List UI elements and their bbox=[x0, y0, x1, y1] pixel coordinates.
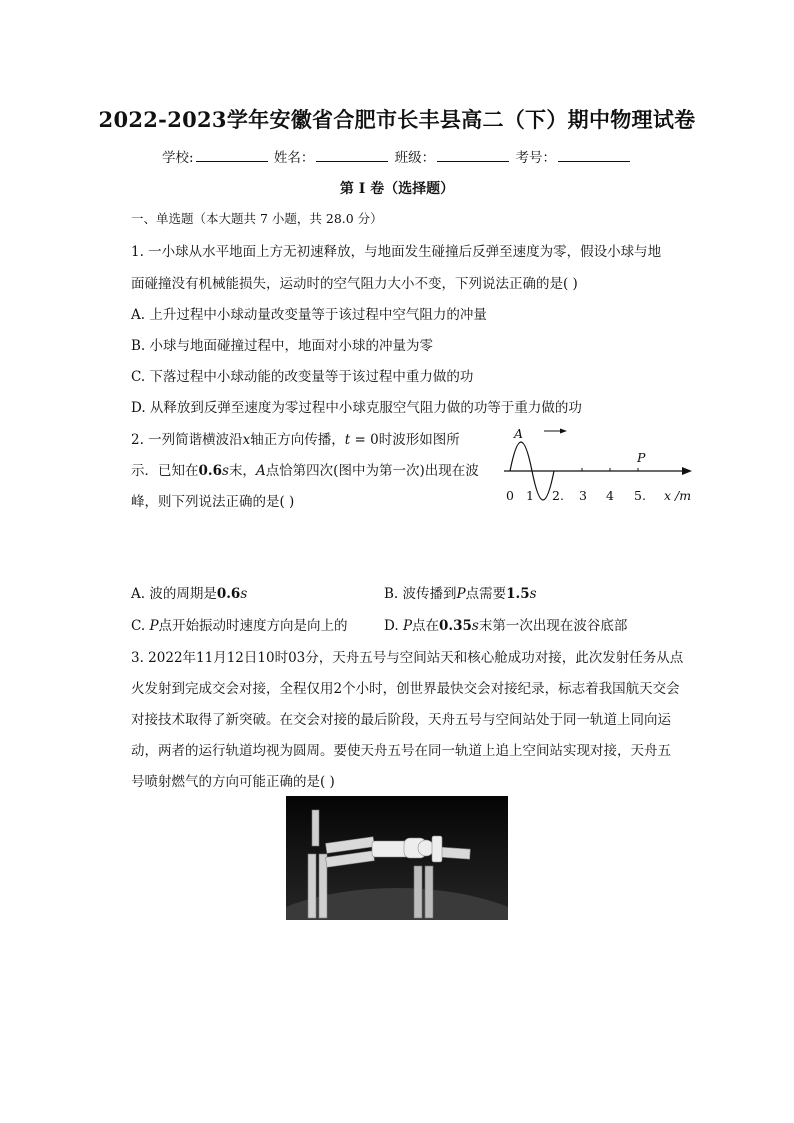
tick-label-1: 1 bbox=[526, 488, 534, 503]
tick-label-0: 0 bbox=[506, 488, 514, 503]
section-title: 第 I 卷（选择题） bbox=[339, 181, 455, 197]
q1-stem-line1: 1. 一小球从水平地面上方无初速释放，与地面发生碰撞后反弹至速度为零，假设小球与地 bbox=[131, 244, 662, 260]
space-station-illustration bbox=[286, 796, 508, 920]
student-info-row bbox=[0, 146, 794, 166]
class-blank bbox=[437, 149, 509, 162]
tick-label-2: 2. bbox=[552, 488, 564, 503]
q2-option-c: C. P点开始振动时速度方向是向上的 bbox=[131, 618, 348, 634]
q2-stem-line2: 示．已知在0.6s末，A点恰第四次(图中为第一次)出现在波 bbox=[131, 463, 479, 479]
name-label: 姓名： bbox=[273, 150, 315, 166]
school-blank bbox=[196, 149, 268, 162]
q2-option-a: A. 波的周期是0.6s bbox=[131, 586, 248, 602]
exam-title: 2022-2023学年安徽省合肥市长丰县高二（下）期中物理试卷 bbox=[98, 107, 696, 132]
x-axis-arrow-icon bbox=[682, 467, 692, 475]
class-label: 班级： bbox=[394, 150, 436, 166]
space-station-photo bbox=[286, 796, 508, 920]
school-label: 学校: bbox=[162, 150, 194, 166]
tick-label-3: 3 bbox=[579, 488, 587, 503]
q3-stem-line4: 动，两者的运行轨道均视为圆周。要使天舟五号在同一轨道上追上空间站实现对接，天舟五 bbox=[131, 743, 671, 759]
part-heading: 一、单选题（本大题共 7 小题，共 28.0 分） bbox=[131, 211, 383, 226]
wave-figure bbox=[496, 424, 700, 508]
q2-option-d: D. P点在0.35s末第一次出现在波谷底部 bbox=[384, 618, 628, 634]
propagation-arrow-head-icon bbox=[560, 429, 567, 434]
exam-number-blank bbox=[558, 149, 630, 162]
q1-stem-line2: 面碰撞没有机械能损失，运动时的空气阻力大小不变，下列说法正确的是( ) bbox=[131, 276, 578, 292]
q3-stem-line2: 火发射到完成交会对接，全程仅用2个小时，创世界最快交会对接纪录，标志着我国航天交会 bbox=[131, 681, 680, 697]
q2-stem-line1: 2. 一列简谐横波沿x轴正方向传播，t = 0时波形如图所 bbox=[131, 432, 460, 448]
label-a: A bbox=[514, 426, 524, 441]
q1-option-b: B. 小球与地面碰撞过程中，地面对小球的冲量为零 bbox=[131, 338, 434, 354]
label-p: P bbox=[637, 450, 646, 465]
tick-label-4: 4 bbox=[606, 488, 614, 503]
q1-option-d: D. 从释放到反弹至速度为零过程中小球克服空气阻力做的功等于重力做的功 bbox=[131, 400, 582, 416]
q1-option-c: C. 下落过程中小球动能的改变量等于该过程中重力做的功 bbox=[131, 369, 474, 385]
tick-label-5: 5. bbox=[634, 488, 646, 503]
q1-option-a: A. 上升过程中小球动量改变量等于该过程中空气阻力的冲量 bbox=[131, 307, 487, 323]
name-blank bbox=[316, 149, 388, 162]
q2-option-b: B. 波传播到P点需要1.5s bbox=[384, 586, 537, 602]
q3-stem-line1: 3. 2022年11月12日10时03分，天舟五号与空间站天和核心舱成功对接，此次发射任务从点 bbox=[131, 650, 684, 666]
q2-stem-line3: 峰，则下列说法正确的是( ) bbox=[131, 494, 295, 510]
x-axis-label: x /m bbox=[664, 488, 692, 503]
exam-number-label: 考号： bbox=[515, 150, 556, 166]
q3-stem-line5: 号喷射燃气的方向可能正确的是( ) bbox=[131, 774, 335, 790]
q3-stem-line3: 对接技术取得了新突破。在交会对接的最后阶段，天舟五号与空间站处于同一轨道上同向运 bbox=[131, 712, 671, 728]
